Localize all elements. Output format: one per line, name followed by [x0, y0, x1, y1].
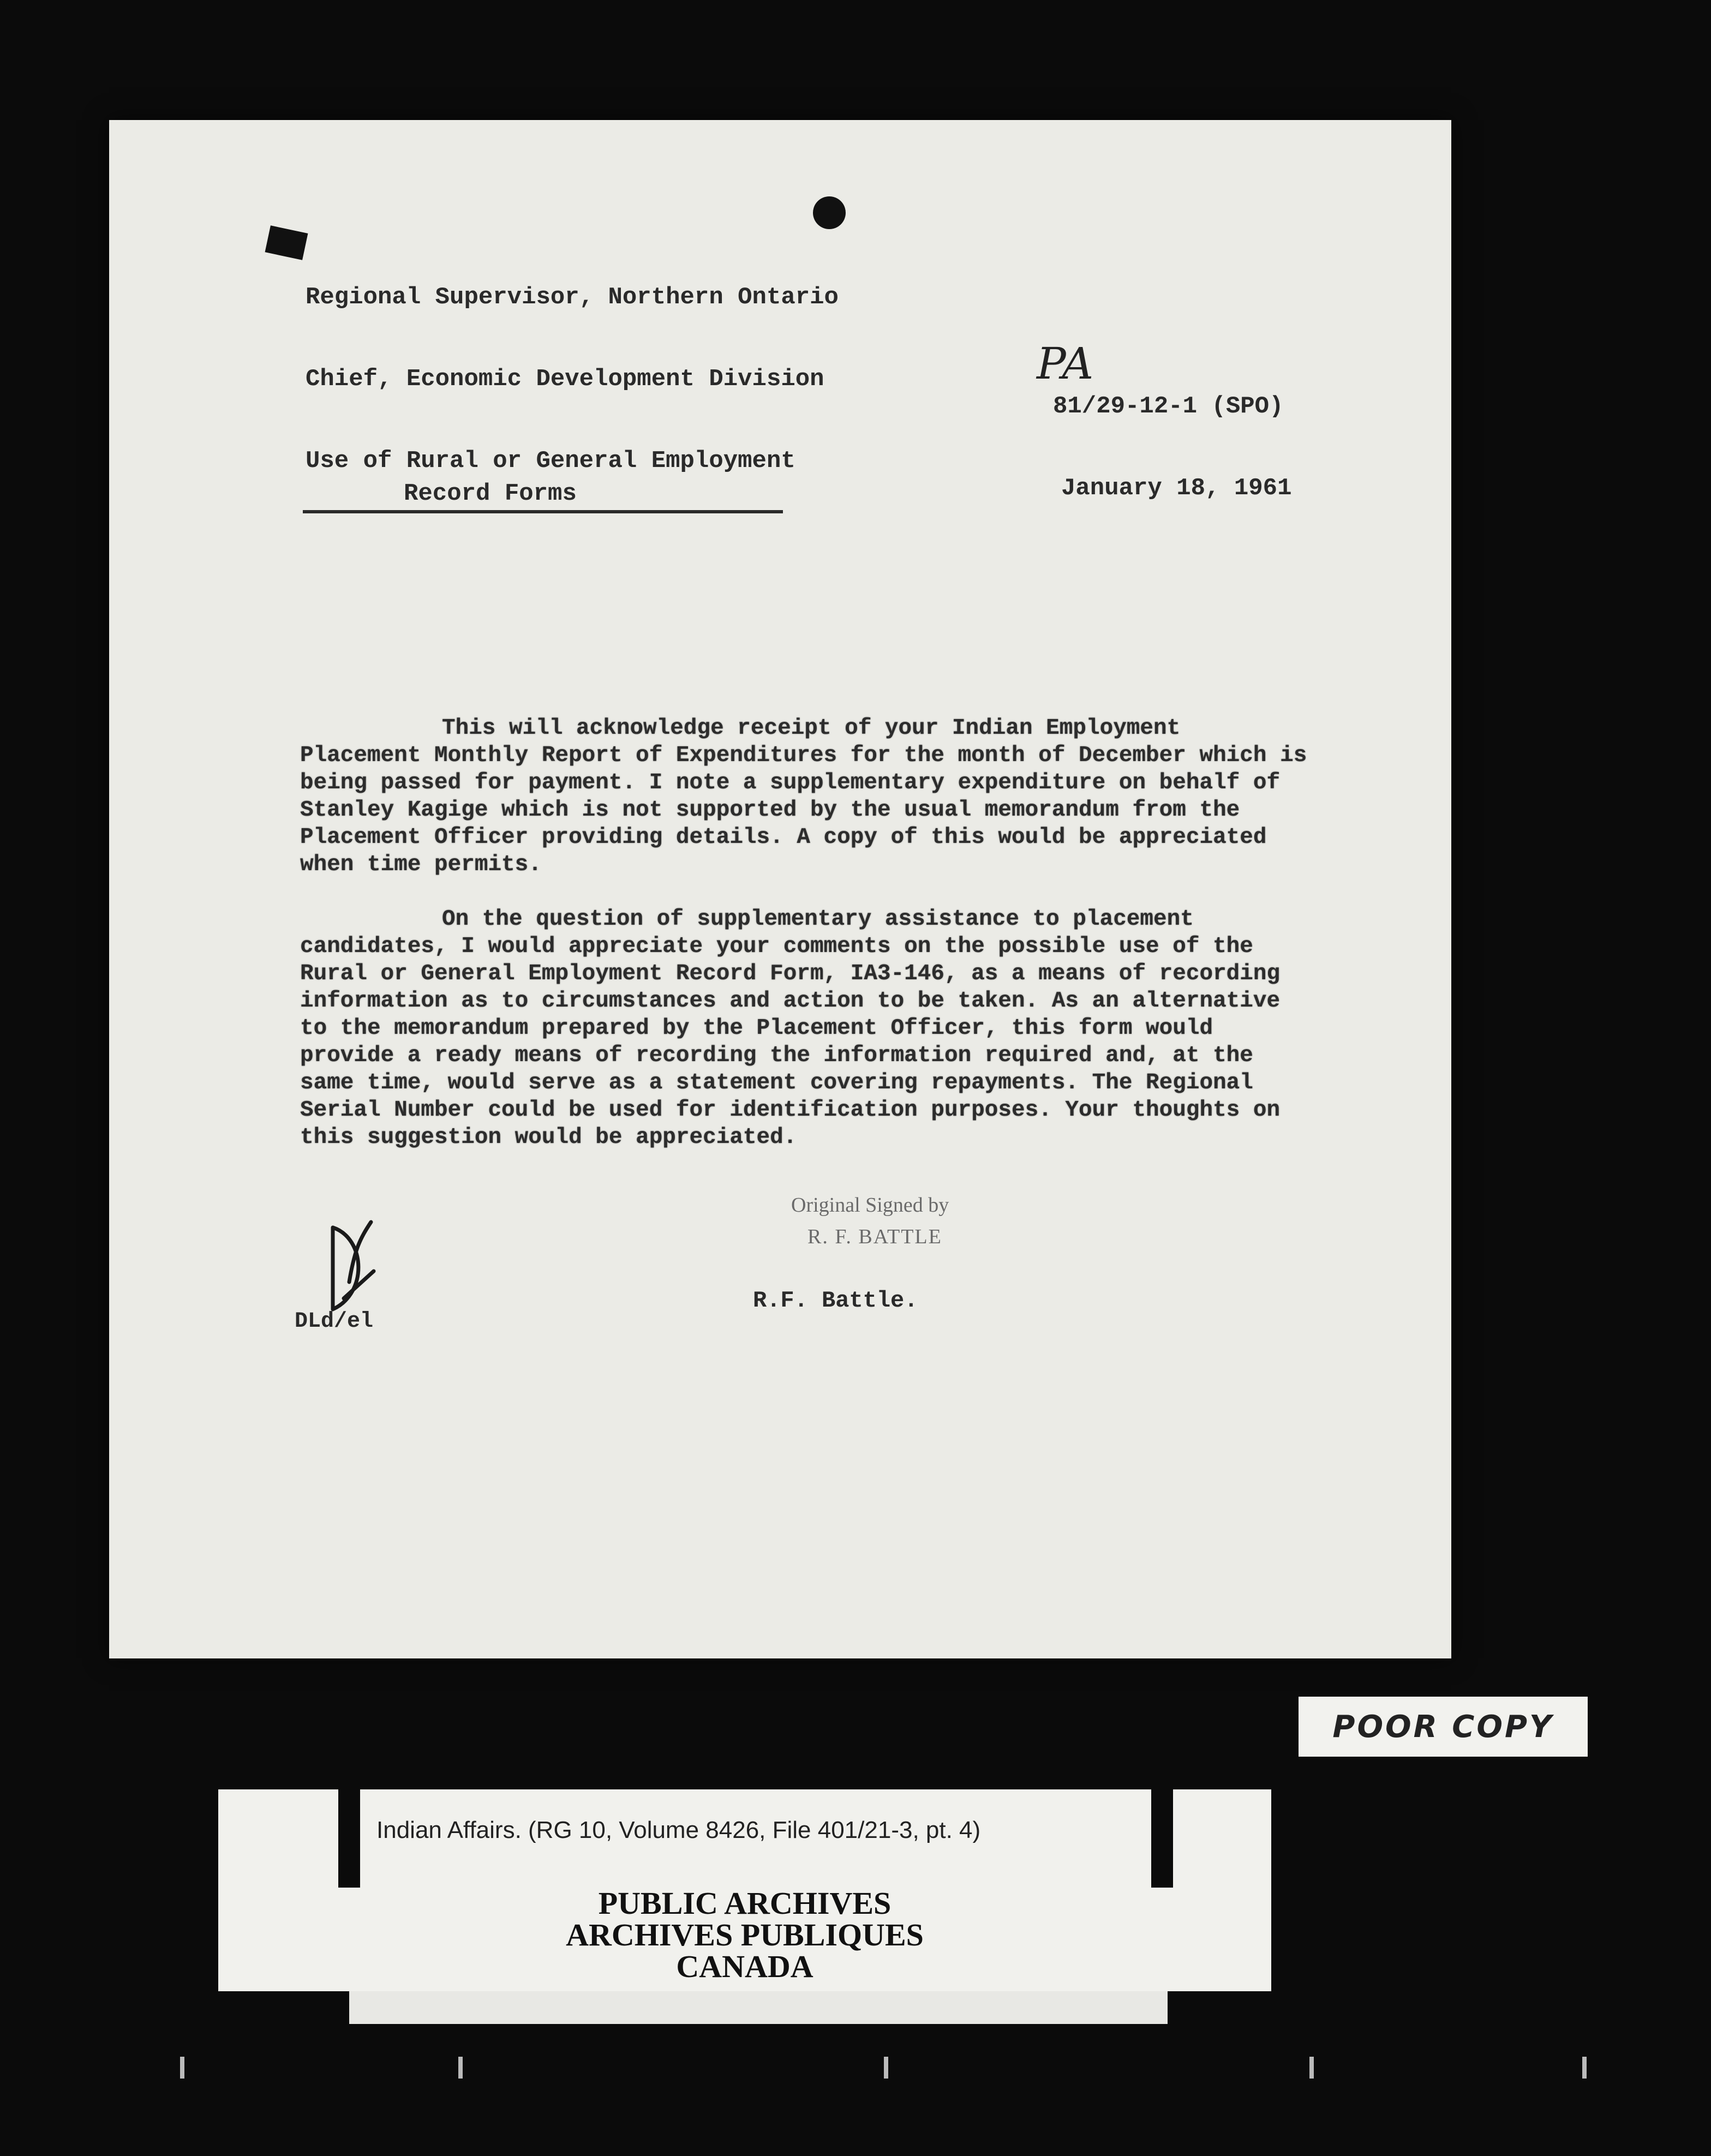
archive-name-line2: ARCHIVES PUBLIQUES	[566, 1917, 924, 1953]
poor-copy-label: POOR COPY	[1299, 1697, 1588, 1757]
archive-label	[218, 1789, 1271, 1991]
memo-date: January 18, 1961	[1061, 475, 1292, 502]
label-notch-left	[338, 1789, 360, 1888]
subject-underline	[303, 510, 783, 513]
film-sprocket-mark	[458, 2057, 463, 2079]
handwritten-initials-mark	[316, 1217, 376, 1315]
archive-citation: Indian Affairs. (RG 10, Volume 8426, File 401/21-3, pt. 4)	[376, 1817, 981, 1843]
film-sprocket-mark	[1582, 2057, 1587, 2079]
typist-initials: DLd/el	[295, 1309, 374, 1334]
label-lower-strip	[349, 1991, 1168, 2024]
archive-name	[218, 1885, 1271, 1984]
signature-stamp	[791, 1189, 949, 1253]
memo-body	[300, 715, 1320, 1178]
memo-from: Chief, Economic Development Division	[306, 366, 824, 393]
memo-subject-line2: Record Forms	[404, 480, 577, 507]
label-notch-right	[1151, 1789, 1173, 1888]
body-paragraph-2: On the question of supplementary assistance to placement candidates, I would appreciate your comments on the possible use of the Rural or General Employment Record Form, IA3-146, as a means of recording information as to circumstances and action to be taken. As an alternative to the memorandum prepared by the Placement Officer, this form would provide a ready means of recording the information required and, at the same time, would serve as a statement covering repayments. The Regional Serial Number could be used for identification purposes. Your thoughts on this suggestion would be appreciated.	[300, 907, 1294, 1150]
handwritten-pa-mark: PA	[1037, 338, 1094, 389]
film-sprocket-mark	[884, 2057, 888, 2079]
body-paragraph-1: This will acknowledge receipt of your Indian Employment Placement Monthly Report of Expenditures for the month of December which is being passed for payment. I note a supplementary expenditure on behalf of Stanley Kagige which is not supported by the usual memorandum from the Placement Officer providing details. A copy of this would be appreciated when time permits.	[300, 716, 1320, 877]
memo-subject-line1: Use of Rural or General Employment	[306, 447, 795, 475]
punch-hole	[813, 196, 846, 229]
film-sprocket-mark	[180, 2057, 184, 2079]
memo-to: Regional Supervisor, Northern Ontario	[306, 284, 839, 311]
film-sprocket-mark	[1309, 2057, 1314, 2079]
stamp-line-1: Original Signed by	[791, 1194, 949, 1217]
stamp-line-2: R. F. BATTLE	[807, 1225, 942, 1248]
file-reference: 81/29-12-1 (SPO)	[1053, 393, 1284, 420]
signer-name: R.F. Battle.	[753, 1287, 918, 1314]
archive-name-line1: PUBLIC ARCHIVES	[598, 1885, 892, 1921]
archive-name-line3: CANADA	[676, 1949, 813, 1984]
page-corner-mark	[265, 225, 308, 260]
memo-page	[109, 120, 1451, 1658]
